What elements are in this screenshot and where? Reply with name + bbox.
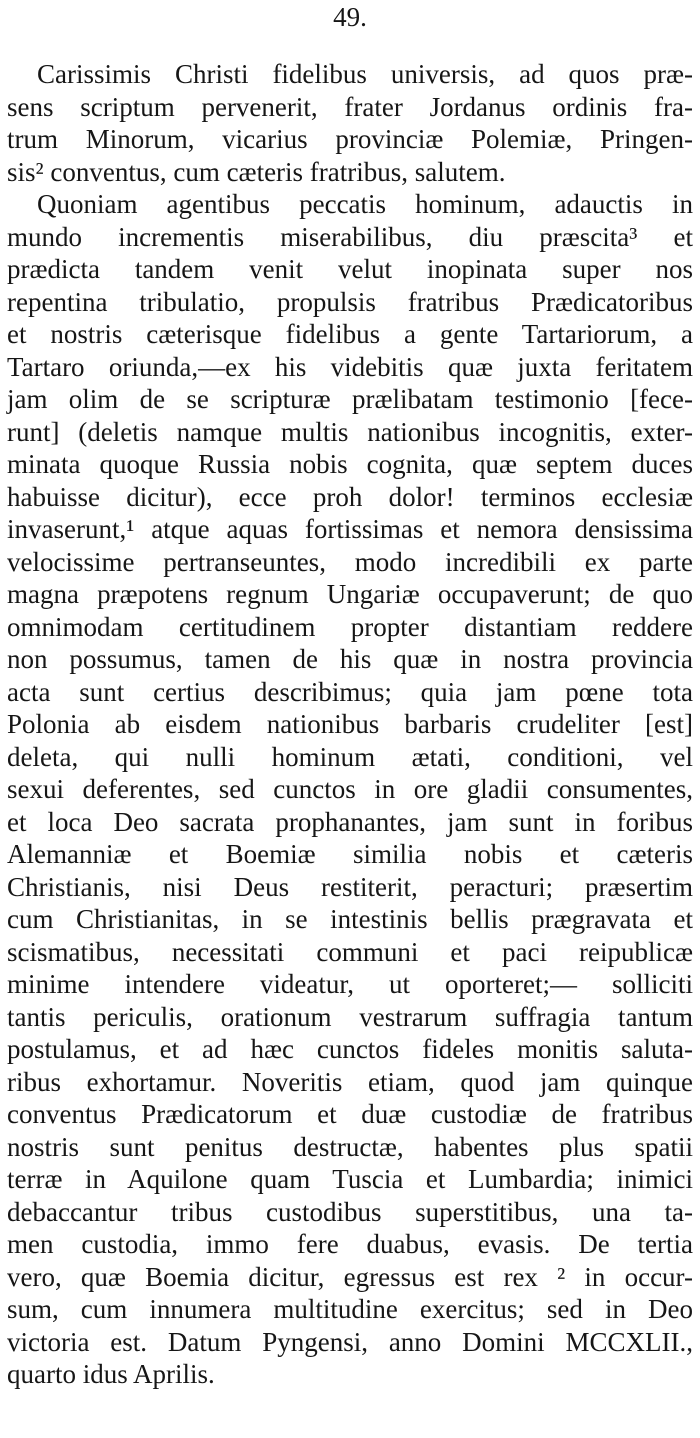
text-line: non possumus, tamen de his quæ in nostra provincia — [7, 644, 693, 674]
text-line: velocissime pertranseuntes, modo incredibili ex parte — [7, 546, 693, 577]
text-line: trum Minorum, vicarius provinciæ Polemiæ, Pringen- — [7, 124, 693, 154]
text-line: et nostris cæterisque fidelibus a gente Tartariorum, a — [7, 319, 693, 349]
text-line: repentina tribulatio, propulsis fratribus Prædicatoribus — [7, 286, 693, 317]
text-line: terræ in Aquilone quam Tuscia et Lumbardia; inimici — [7, 1164, 693, 1194]
text-line: et loca Deo sacrata prophanantes, jam sunt in foribus — [7, 806, 693, 837]
paragraph-body — [7, 188, 693, 1391]
text-line: jam olim de se scripturæ prælibatam testimonio [fece- — [7, 384, 693, 414]
text-line: omnimodam certitudinem propter distantiam reddere — [7, 611, 693, 642]
text-line: Christianis, nisi Deus restiterit, peracturi; præsertim — [7, 871, 693, 902]
text-line: Tartaro oriunda,—ex his videbitis quæ juxta feritatem — [7, 351, 693, 382]
text-line: tantis periculis, orationum vestrarum suffragia tantum — [7, 1001, 693, 1032]
text-line: Polonia ab eisdem nationibus barbaris crudeliter [est] — [7, 709, 693, 739]
text-line: minata quoque Russia nobis cognita, quæ septem duces — [7, 449, 693, 479]
paragraph-salutation — [7, 58, 693, 188]
text-line: debaccantur tribus custodibus superstitibus, una ta- — [7, 1196, 693, 1227]
text-line: mundo incrementis miserabilibus, diu præscita³ et — [7, 221, 693, 252]
text-line: sens scriptum pervenerit, frater Jordanus ordinis fra- — [7, 91, 693, 122]
text-line: sexui deferentes, sed cunctos in ore gladii consumentes, — [7, 774, 693, 804]
text-line: minime intendere videatur, ut oporteret;— solliciti — [7, 969, 693, 999]
text-line: Alemanniæ et Boemiæ similia nobis et cæteris — [7, 839, 693, 869]
text-line: quarto idus Aprilis. — [7, 1359, 215, 1389]
text-line: acta sunt certius describimus; quia jam pœne tota — [7, 676, 693, 707]
letter-text — [7, 58, 693, 1391]
text-line: nostris sunt penitus destructæ, habentes plus spatii — [7, 1131, 693, 1162]
page-number: 49. — [333, 2, 367, 32]
text-line: victoria est. Datum Pyngensi, anno Domini MCCXLII., — [7, 1326, 693, 1357]
text-line: magna præpotens regnum Ungariæ occupaverunt; de quo — [7, 579, 693, 609]
text-line: ribus exhortamur. Noveritis etiam, quod jam quinque — [7, 1066, 693, 1097]
text-line: vero, quæ Boemia dicitur, egressus est rex ² in occur- — [7, 1261, 693, 1292]
text-line: sum, cum innumera multitudine exercitus; sed in Deo — [7, 1294, 693, 1324]
text-line: men custodia, immo fere duabus, evasis. De tertia — [7, 1229, 693, 1259]
text-line: postulamus, et ad hæc cunctos fideles monitis saluta- — [7, 1034, 693, 1064]
text-line: deleta, qui nulli hominum ætati, conditioni, vel — [7, 741, 693, 772]
text-line: conventus Prædicatorum et duæ custodiæ de fratribus — [7, 1099, 693, 1129]
text-line: scismatibus, necessitati communi et paci reipublicæ — [7, 936, 693, 967]
text-line: prædicta tandem venit velut inopinata super nos — [7, 254, 693, 284]
text-line: sis² conventus, cum cæteris fratribus, salutem. — [7, 156, 506, 187]
text-line: Quoniam agentibus peccatis hominum, adauctis in — [37, 189, 693, 219]
text-line: habuisse dicitur), ecce proh dolor! terminos ecclesiæ — [7, 481, 693, 512]
text-line: invaserunt,¹ atque aquas fortissimas et nemora densissima — [7, 514, 693, 544]
text-line: Carissimis Christi fidelibus universis, ad quos præ- — [37, 59, 693, 89]
text-line: runt] (deletis namque multis nationibus incognitis, exter- — [7, 416, 693, 447]
text-line: cum Christianitas, in se intestinis bellis prægravata et — [7, 904, 693, 934]
